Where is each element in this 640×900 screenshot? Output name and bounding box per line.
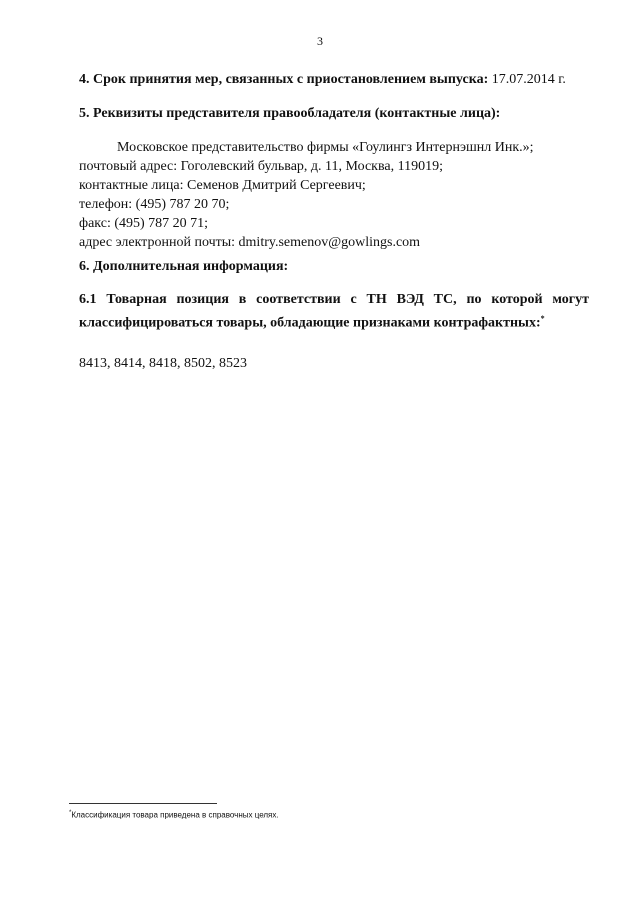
section-6-1-heading — [79, 290, 589, 333]
section-4-heading — [79, 72, 566, 88]
section-5-heading: 5. Реквизиты представителя правообладателя (контактные лица): — [79, 106, 501, 121]
footnote — [69, 810, 279, 820]
contact-fax: факс: (495) 787 20 71; — [79, 216, 209, 231]
section-6-1-line-1: 6.1 Товарная позиция в соответствии с ТН ВЭД ТС, по которой могут — [79, 292, 589, 307]
section-4-title: 4. Срок принятия мер, связанных с приостановлением выпуска: — [79, 72, 489, 87]
contact-company: Московское представительство фирмы «Гоулингз Интернэшнл Инк.»; — [117, 140, 534, 155]
page-number: 3 — [317, 34, 323, 48]
contact-phone: телефон: (495) 787 20 70; — [79, 197, 230, 212]
tnved-codes: 8413, 8414, 8418, 8502, 8523 — [79, 356, 247, 371]
contact-block — [79, 138, 534, 252]
footnote-mark: * — [69, 810, 72, 816]
section-6-1-line-2-text: классифицироваться товары, обладающие признаками контрафактных: — [79, 315, 541, 331]
section-4-date: 17.07.2014 г. — [491, 72, 566, 87]
section-6-heading: 6. Дополнительная информация: — [79, 259, 289, 274]
footnote-divider — [69, 803, 217, 804]
footnote-reference: * — [540, 314, 545, 323]
footnote-text: Классификация товара приведена в справочных целях. — [71, 810, 279, 820]
contact-persons: контактные лица: Семенов Дмитрий Сергеевич; — [79, 178, 366, 193]
contact-address: почтовый адрес: Гоголевский бульвар, д. 11, Москва, 119019; — [79, 159, 443, 174]
contact-email: адрес электронной почты: dmitry.semenov@gowlings.com — [79, 235, 421, 250]
section-6-1-line-2 — [79, 309, 589, 333]
